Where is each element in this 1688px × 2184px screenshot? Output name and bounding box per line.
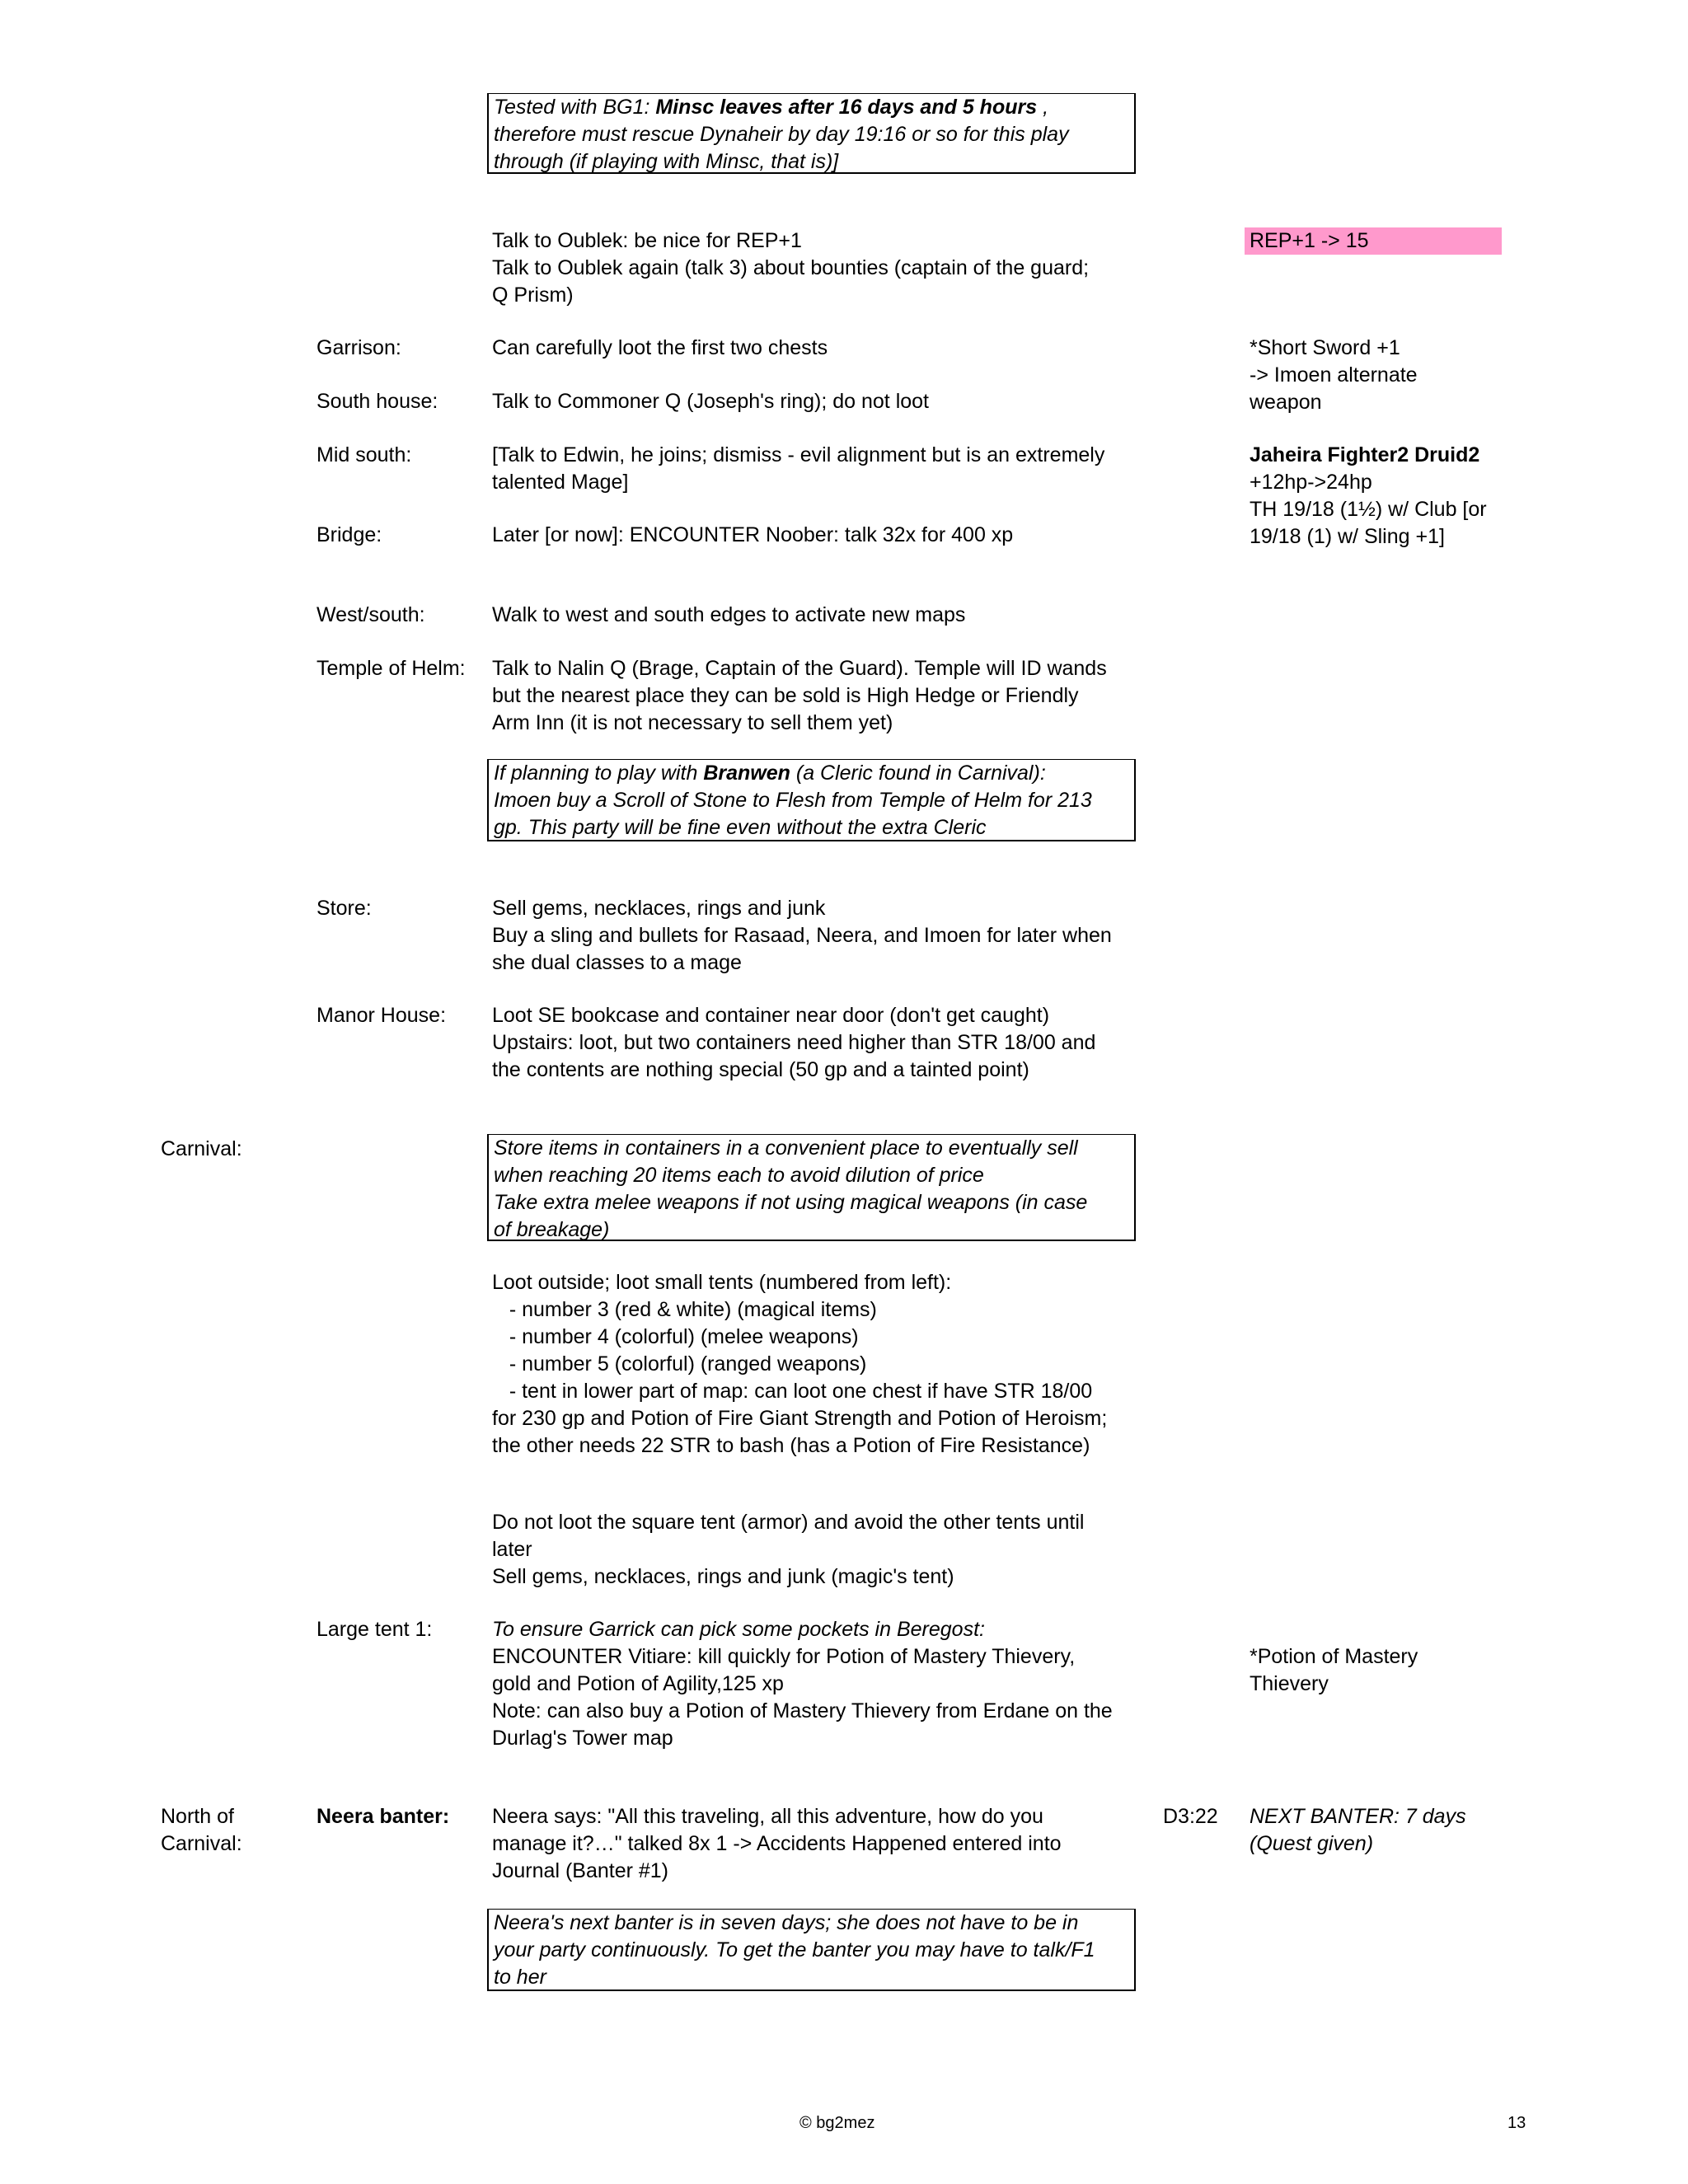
- neera-banter-text: [492, 1803, 1062, 1885]
- store-text: [492, 895, 1112, 977]
- neera-note-box: [487, 1909, 1136, 1991]
- south-house-text: Talk to Commoner Q (Joseph's ring); do not loot: [492, 390, 930, 413]
- carnival-label: Carnival:: [161, 1137, 242, 1160]
- mid-south-text: [492, 442, 1104, 496]
- mid-south-line1: [Talk to Edwin, he joins; dismiss - evil alignment but is an extremely: [492, 443, 1105, 466]
- garrison-text: Can carefully loot the first two chests: [492, 336, 828, 359]
- square-tent-line1: Do not loot the square tent (armor) and avoid the other tents until: [492, 1511, 1085, 1534]
- store-line3: she dual classes to a mage: [492, 951, 742, 974]
- neera-note-line1: Neera's next banter is in seven days; she does not have to be in: [494, 1911, 1079, 1934]
- jaheira-line2: TH 19/18 (1½) w/ Club [or: [1250, 498, 1487, 521]
- minsc-note-box: [487, 93, 1136, 174]
- square-tent-text: [492, 1509, 1084, 1591]
- oublek-block: [492, 227, 1089, 309]
- large-tent-line4: Note: can also buy a Potion of Mastery Thievery from Erdane on the: [492, 1699, 1113, 1722]
- temple-line2: but the nearest place they can be sold is High Hedge or Friendly: [492, 684, 1079, 707]
- next-banter-line2: (Quest given): [1250, 1832, 1374, 1855]
- large-tent-line3: gold and Potion of Agility,125 xp: [492, 1672, 784, 1695]
- carnival-note-line3: Take extra melee weapons if not using magical weapons (in case: [494, 1191, 1088, 1214]
- large-tent-label: Large tent 1:: [316, 1618, 433, 1641]
- carnival-note-box: [487, 1134, 1136, 1241]
- carnival-note-line1: Store items in containers in a convenient place to eventually sell: [494, 1137, 1078, 1160]
- store-line2: Buy a sling and bullets for Rasaad, Neera, and Imoen for later when: [492, 924, 1112, 947]
- oublek-line1: Talk to Oublek: be nice for REP+1: [492, 229, 802, 252]
- garrison-label: Garrison:: [316, 336, 401, 359]
- footer-page-number: 13: [1507, 2114, 1526, 2132]
- temple-text: [492, 655, 1107, 737]
- jaheira-note: [1250, 442, 1487, 551]
- branwen-note-suffix: (a Cleric found in Carnival):: [790, 762, 1046, 785]
- branwen-note-line3: gp. This party will be fine even without the extra Cleric: [494, 816, 987, 839]
- loot-outside-line1: Loot outside; loot small tents (numbered from left):: [492, 1271, 952, 1294]
- footer-copyright: © bg2mez: [799, 2114, 875, 2132]
- minsc-note-prefix: Tested with BG1:: [494, 96, 656, 119]
- minsc-note-suffix: ,: [1037, 96, 1049, 119]
- potion-mastery-line1: *Potion of Mastery: [1250, 1645, 1418, 1668]
- jaheira-line1: +12hp->24hp: [1250, 471, 1372, 494]
- short-sword-line2: -> Imoen alternate: [1250, 363, 1418, 387]
- store-line1: Sell gems, necklaces, rings and junk: [492, 897, 826, 920]
- neera-banter-line2: manage it?…" talked 8x 1 -> Accidents Happened entered into: [492, 1832, 1062, 1855]
- carnival-note-line4: of breakage): [494, 1218, 610, 1241]
- manor-line2: Upstairs: loot, but two containers need higher than STR 18/00 and: [492, 1031, 1096, 1054]
- manor-line1: Loot SE bookcase and container near door (don't get caught): [492, 1004, 1050, 1027]
- loot-outside-line7: the other needs 22 STR to bash (has a Potion of Fire Resistance): [492, 1434, 1090, 1457]
- neera-note-line3: to her: [494, 1966, 546, 1989]
- mid-south-line2: talented Mage]: [492, 471, 629, 494]
- large-tent-line5: Durlag's Tower map: [492, 1727, 673, 1750]
- north-carnival-label: [161, 1803, 242, 1858]
- manor-label: Manor House:: [316, 1004, 447, 1027]
- bridge-text: Later [or now]: ENCOUNTER Noober: talk 32x for 400 xp: [492, 523, 1014, 546]
- minsc-note-line2: therefore must rescue Dynaheir by day 19:16 or so for this play: [494, 123, 1069, 146]
- carnival-note-line2: when reaching 20 items each to avoid dilution of price: [494, 1164, 984, 1187]
- neera-banter-line3: Journal (Banter #1): [492, 1859, 669, 1882]
- oublek-line3: Q Prism): [492, 284, 574, 307]
- neera-banter-label: Neera banter:: [316, 1805, 450, 1828]
- temple-line1: Talk to Nalin Q (Brage, Captain of the Guard). Temple will ID wands: [492, 657, 1107, 680]
- branwen-note-line2: Imoen buy a Scroll of Stone to Flesh from Temple of Helm for 213: [494, 789, 1092, 812]
- branwen-note-prefix: If planning to play with: [494, 762, 704, 785]
- manor-text: [492, 1002, 1095, 1084]
- south-house-label: South house:: [316, 390, 438, 413]
- short-sword-note: [1250, 335, 1418, 416]
- branwen-note-bold: Branwen: [703, 762, 790, 785]
- bridge-label: Bridge:: [316, 523, 382, 546]
- oublek-line2: Talk to Oublek again (talk 3) about bounties (captain of the guard;: [492, 256, 1090, 279]
- jaheira-line3: 19/18 (1) w/ Sling +1]: [1250, 525, 1445, 548]
- loot-outside-line3: - number 4 (colorful) (melee weapons): [492, 1325, 859, 1348]
- neera-note-line2: your party continuously. To get the banter you may have to talk/F1: [494, 1938, 1095, 1961]
- temple-label: Temple of Helm:: [316, 657, 466, 680]
- mid-south-label: Mid south:: [316, 443, 412, 466]
- short-sword-line1: *Short Sword +1: [1250, 336, 1400, 359]
- square-tent-line2: later: [492, 1538, 532, 1561]
- potion-mastery-note: [1250, 1643, 1418, 1698]
- loot-outside-line6: for 230 gp and Potion of Fire Giant Strength and Potion of Heroism;: [492, 1407, 1108, 1430]
- next-banter-note: [1250, 1803, 1466, 1858]
- neera-banter-time: D3:22: [1163, 1805, 1218, 1828]
- loot-outside-line4: - number 5 (colorful) (ranged weapons): [492, 1352, 867, 1376]
- loot-outside-line2: - number 3 (red & white) (magical items): [492, 1298, 877, 1321]
- west-south-text: Walk to west and south edges to activate new maps: [492, 603, 966, 626]
- branwen-note-box: [487, 759, 1136, 841]
- minsc-note-line3: through (if playing with Minsc, that is)]: [494, 150, 839, 173]
- store-label: Store:: [316, 897, 372, 920]
- neera-banter-line1: Neera says: "All this traveling, all this adventure, how do you: [492, 1805, 1043, 1828]
- square-tent-line3: Sell gems, necklaces, rings and junk (magic's tent): [492, 1565, 954, 1588]
- loot-outside-text: [492, 1269, 1107, 1460]
- loot-outside-line5: - tent in lower part of map: can loot one chest if have STR 18/00: [492, 1380, 1093, 1403]
- rep-badge: REP+1 -> 15: [1245, 227, 1502, 255]
- temple-line3: Arm Inn (it is not necessary to sell them yet): [492, 711, 893, 734]
- short-sword-line3: weapon: [1250, 391, 1322, 414]
- north-carnival-label-line2: Carnival:: [161, 1832, 242, 1855]
- large-tent-line1: To ensure Garrick can pick some pockets in Beregost:: [492, 1618, 985, 1641]
- potion-mastery-line2: Thievery: [1250, 1672, 1329, 1695]
- minsc-note-bold: Minsc leaves after 16 days and 5 hours: [655, 96, 1038, 119]
- manor-line3: the contents are nothing special (50 gp and a tainted point): [492, 1058, 1029, 1081]
- large-tent-line2: ENCOUNTER Vitiare: kill quickly for Potion of Mastery Thievery,: [492, 1645, 1076, 1668]
- jaheira-title: Jaheira Fighter2 Druid2: [1250, 443, 1480, 466]
- north-carnival-label-line1: North of: [161, 1805, 234, 1828]
- west-south-label: West/south:: [316, 603, 425, 626]
- next-banter-line1: NEXT BANTER: 7 days: [1250, 1805, 1466, 1828]
- large-tent-text: [492, 1616, 1113, 1752]
